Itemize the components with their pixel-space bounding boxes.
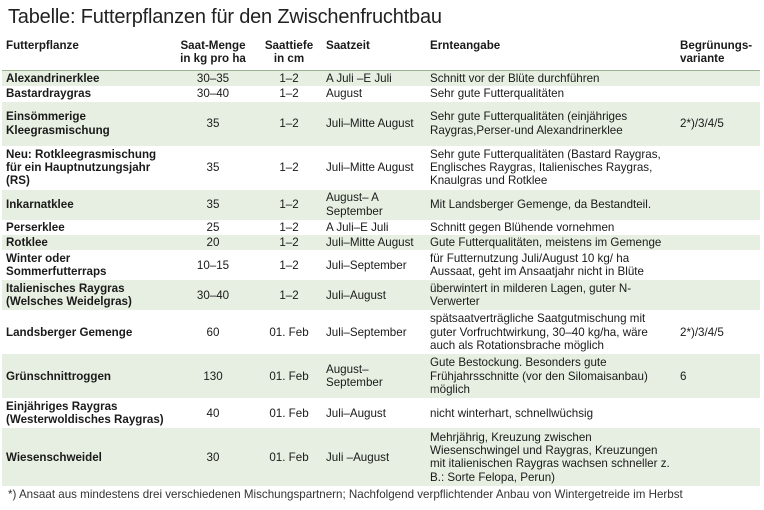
cell-saat-menge: 10–15 — [170, 250, 256, 280]
table-row — [2, 146, 760, 190]
cell-begruenungsvariante — [676, 190, 760, 220]
cell-begruenungsvariante — [676, 280, 760, 310]
cell-begruenungsvariante: 6 — [676, 354, 760, 398]
cell-saat-menge: 60 — [170, 310, 256, 354]
cell-ernteangabe: Mehrjährig, Kreuzung zwischen Wiesenschwingel und Raygras, Kreuzungen mit italienischen Raygras wachsen schneller z. B.: Sorte Felopa, Perun) — [426, 428, 676, 486]
forage-plants-table — [2, 36, 760, 486]
cell-ernteangabe: nicht winterhart, schnellwüchsig — [426, 398, 676, 428]
cell-saatzeit: August– A September — [322, 190, 426, 220]
cell-saattiefe: 1–2 — [256, 86, 322, 101]
cell-begruenungsvariante — [676, 398, 760, 428]
cell-begruenungsvariante — [676, 250, 760, 280]
cell-begruenungsvariante: 2*)/3/4/5 — [676, 310, 760, 354]
page-title: Tabelle: Futterpflanzen für den Zwischenfruchtbau — [8, 6, 442, 28]
cell-saat-menge: 30–35 — [170, 70, 256, 86]
cell-begruenungsvariante — [676, 235, 760, 250]
cell-futterpflanze: Winter oder Sommerfutterraps — [2, 250, 170, 280]
header-saatzeit: Saatzeit — [322, 36, 426, 70]
cell-ernteangabe: Mit Landsberger Gemenge, da Bestandteil. — [426, 190, 676, 220]
cell-saat-menge: 25 — [170, 220, 256, 235]
header-saattiefe: Saattiefe in cm — [256, 36, 322, 70]
cell-saat-menge: 35 — [170, 146, 256, 190]
cell-ernteangabe: Gute Futterqualitäten, meistens im Gemenge — [426, 235, 676, 250]
cell-begruenungsvariante — [676, 428, 760, 486]
cell-saattiefe: 1–2 — [256, 146, 322, 190]
cell-futterpflanze: Italienisches Raygras (Welsches Weidelgras) — [2, 280, 170, 310]
cell-saat-menge: 30–40 — [170, 86, 256, 101]
table-row — [2, 354, 760, 398]
cell-ernteangabe: spätsaatverträgliche Saatgutmischung mit guter Vorfruchtwirkung, 30–40 kg/ha, wäre auch als Rotationsbrache möglich — [426, 310, 676, 354]
cell-futterpflanze: Perserklee — [2, 220, 170, 235]
cell-saattiefe: 1–2 — [256, 250, 322, 280]
cell-begruenungsvariante — [676, 70, 760, 86]
cell-saattiefe: 01. Feb — [256, 398, 322, 428]
cell-begruenungsvariante: 2*)/3/4/5 — [676, 102, 760, 146]
cell-saatzeit: Juli–Mitte August — [322, 146, 426, 190]
cell-ernteangabe: Sehr gute Futterqualitäten (Bastard Raygras, Englisches Raygras, Italienisches Raygras, Knaulgras und Rotklee — [426, 146, 676, 190]
cell-begruenungsvariante — [676, 220, 760, 235]
cell-futterpflanze: Landsberger Gemenge — [2, 310, 170, 354]
cell-futterpflanze: Neu: Rotkleegrasmischung für ein Hauptnutzungsjahr (RS) — [2, 146, 170, 190]
cell-saattiefe: 1–2 — [256, 102, 322, 146]
cell-saattiefe: 1–2 — [256, 235, 322, 250]
cell-saatzeit: August — [322, 86, 426, 101]
cell-saatzeit: Juli–August — [322, 398, 426, 428]
cell-saattiefe: 1–2 — [256, 280, 322, 310]
table-row — [2, 235, 760, 250]
cell-futterpflanze: Alexandrinerklee — [2, 70, 170, 86]
cell-saatzeit: A Juli–E Juli — [322, 220, 426, 235]
cell-saatzeit: Juli–Mitte August — [322, 235, 426, 250]
footnote: *) Ansaat aus mindestens drei verschiedenen Mischungspartnern; Nachfolgend verpflichtender Anbau von Wintergetreide im Herbst — [8, 488, 683, 501]
cell-begruenungsvariante — [676, 146, 760, 190]
table-row — [2, 102, 760, 146]
cell-futterpflanze: Bastardraygras — [2, 86, 170, 101]
table-row — [2, 250, 760, 280]
header-ernteangabe: Ernteangabe — [426, 36, 676, 70]
cell-ernteangabe: Sehr gute Futterqualitäten (einjähriges Raygras,Perser-und Alexandrinerklee — [426, 102, 676, 146]
cell-saat-menge: 35 — [170, 102, 256, 146]
table-header-row — [2, 36, 760, 70]
table-row — [2, 310, 760, 354]
cell-saatzeit: Juli –August — [322, 428, 426, 486]
cell-saat-menge: 30 — [170, 428, 256, 486]
cell-ernteangabe: Schnitt vor der Blüte durchführen — [426, 70, 676, 86]
table-row — [2, 190, 760, 220]
cell-saatzeit: Juli–September — [322, 310, 426, 354]
cell-saat-menge: 35 — [170, 190, 256, 220]
table-row — [2, 428, 760, 486]
cell-futterpflanze: Inkarnatklee — [2, 190, 170, 220]
table-row — [2, 280, 760, 310]
cell-saatzeit: Juli–Mitte August — [322, 102, 426, 146]
cell-saattiefe: 01. Feb — [256, 310, 322, 354]
cell-ernteangabe: überwintert in milderen Lagen, guter N-Verwerter — [426, 280, 676, 310]
table-row — [2, 86, 760, 101]
cell-futterpflanze: Grünschnittroggen — [2, 354, 170, 398]
cell-saat-menge: 130 — [170, 354, 256, 398]
header-saat-menge: Saat-Menge in kg pro ha — [170, 36, 256, 70]
cell-saat-menge: 30–40 — [170, 280, 256, 310]
cell-saattiefe: 1–2 — [256, 70, 322, 86]
cell-saatzeit: Juli–August — [322, 280, 426, 310]
cell-ernteangabe: für Futternutzung Juli/August 10 kg/ ha Aussaat, geht im Ansaatjahr nicht in Blüte — [426, 250, 676, 280]
cell-futterpflanze: Rotklee — [2, 235, 170, 250]
cell-ernteangabe: Gute Bestockung. Besonders gute Frühjahrsschnitte (vor den Silomaisanbau) möglich — [426, 354, 676, 398]
cell-begruenungsvariante — [676, 86, 760, 101]
cell-saatzeit: A Juli –E Juli — [322, 70, 426, 86]
cell-futterpflanze: Einsömmerige Kleegrasmischung — [2, 102, 170, 146]
cell-futterpflanze: Wiesenschweidel — [2, 428, 170, 486]
cell-saattiefe: 01. Feb — [256, 428, 322, 486]
cell-saattiefe: 1–2 — [256, 220, 322, 235]
cell-saattiefe: 01. Feb — [256, 354, 322, 398]
cell-ernteangabe: Schnitt gegen Blühende vornehmen — [426, 220, 676, 235]
cell-saat-menge: 40 — [170, 398, 256, 428]
cell-saatzeit: August– September — [322, 354, 426, 398]
table-row — [2, 220, 760, 235]
cell-saat-menge: 20 — [170, 235, 256, 250]
cell-saattiefe: 1–2 — [256, 190, 322, 220]
cell-futterpflanze: Einjähriges Raygras (Westerwoldisches Raygras) — [2, 398, 170, 428]
cell-saatzeit: Juli–September — [322, 250, 426, 280]
table-row — [2, 70, 760, 86]
cell-ernteangabe: Sehr gute Futterqualitäten — [426, 86, 676, 101]
table-row — [2, 398, 760, 428]
header-futterpflanze: Futterpflanze — [2, 36, 170, 70]
header-begruenungsvariante: Begrünungs-variante — [676, 36, 760, 70]
